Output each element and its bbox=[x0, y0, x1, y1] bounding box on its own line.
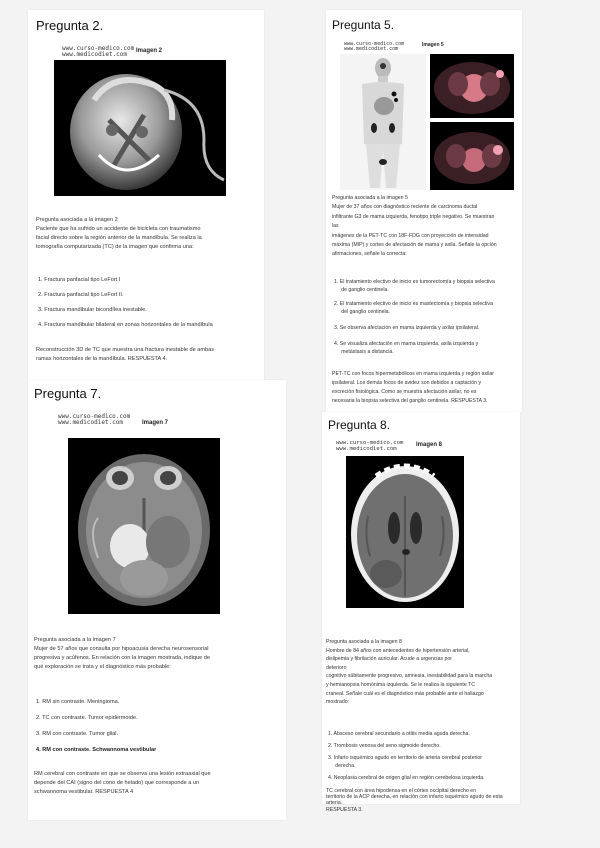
page-title: Pregunta 2. bbox=[36, 18, 104, 33]
page-title: Pregunta 5. bbox=[332, 18, 395, 32]
image-label: Imagen 2 bbox=[136, 48, 163, 54]
option-1[interactable]: 1. Fractura panfacial tipo LeFort I bbox=[38, 277, 121, 283]
option-4-cont: metástasis a distancia. bbox=[334, 349, 394, 355]
watermark: www.curso-medico.com www.medicodiet.com bbox=[58, 413, 131, 426]
question-text: Pregunta asociada a la imagen 8 Hombre de 84 años con antecedentes de hipertensión arterial, dislipemia y fibrilación auricular. Acude a urgencias por deterioro cognitivo súbitamente progresivo, amnesia, inestabilidad para la marcha y hemianopsia homónima izquierda. Se le realiza la siguiente TC craneal. Señale cuál es el diagnóstico más probable ante el hallazgo mostrado: bbox=[326, 639, 493, 706]
option-1[interactable]: 1. RM sin contraste. Meningioma. bbox=[36, 699, 120, 705]
option-3[interactable]: 3. Fractura mandibular bicondílea inestable. bbox=[38, 307, 147, 313]
question-text: Pregunta asociada a la imagen 2 Paciente que ha sufrido un accidente de bicicleta con traumatismo facial directo sobre la región anterior de la mandíbula. Se realiza la tomografía computarizada (TC) de la imagen que confirma una: bbox=[36, 217, 202, 250]
option-4[interactable]: 4. Se visualiza afectación en mama izquierda, axila izquierda y bbox=[334, 341, 479, 347]
image-label: Imagen 7 bbox=[142, 420, 169, 426]
question-text: Pregunta asociada a la imagen 5 Mujer de 37 años con diagnóstico reciente de carcinoma ductal infiltrante G3 de mama izquierda, fenotipo triple negativo. Se muestran las imágenes de la PET-TC con 18F-FDG con proyección de intensidad máxima (MIP) y cortes de afectación de mama y axila. Señale la opción afirmaciones, señale la correcta: bbox=[332, 195, 497, 258]
question-8-card bbox=[322, 412, 520, 813]
option-1[interactable]: 1. Absceso cerebral secundario a otitis media aguda derecha. bbox=[328, 731, 470, 737]
pet-ct-axial-image-1 bbox=[430, 54, 514, 118]
option-1[interactable]: 1. El tratamiento electivo de inicio es tumorectomía y biopsia selectiva bbox=[334, 279, 495, 285]
ct-brain-image bbox=[346, 456, 464, 608]
question-7-card bbox=[28, 380, 286, 820]
option-2-cont: del ganglio centinela. bbox=[334, 309, 390, 315]
question-2-card bbox=[28, 10, 264, 380]
option-2[interactable]: 2. Trombosis venosa del seno sigmoide derecho. bbox=[328, 743, 441, 749]
answer-explanation: RM cerebral con contraste en que se observa una lesión extraaxial que depende del CAI (signo del cono de helado) que corresponde a un schwannoma vestibular. RESPUESTA 4 bbox=[34, 771, 211, 795]
ct-3d-skull-image bbox=[54, 60, 226, 196]
watermark: www.curso-medico.com www.medicodiet.com bbox=[336, 440, 404, 452]
watermark: www.curso-medico.com www.medicodiet.com bbox=[62, 45, 135, 58]
answer-explanation: Reconstrucción 3D de TC que muestra una fractura inestable de ambas ramas horizontales de la mandíbula. RESPUESTA 4. bbox=[36, 347, 215, 362]
option-4[interactable]: 4. Fractura mandibular bilateral en zonas horizontales de la mandíbula bbox=[38, 322, 213, 328]
option-3[interactable]: 3. Se observa afectación en mama izquierda y axilar ipsilateral. bbox=[334, 325, 480, 331]
question-5-card bbox=[326, 10, 522, 412]
page-title: Pregunta 8. bbox=[328, 418, 391, 432]
option-1-cont: de ganglio centinela. bbox=[334, 287, 389, 293]
option-4[interactable]: 4. RM con contraste. Schwannoma vestibular bbox=[36, 747, 157, 753]
answer-explanation: PET-TC con focos hipermetabólicos en mama izquierda y región axilar ipsilateral. Los demás focos de avidez son debidos a captación y excreción fisiológica. Como se muestra afectación axilar, no es necesaria la biopsia selectiva del ganglio centinela. RESPUESTA 3. bbox=[332, 371, 495, 404]
pet-mip-image bbox=[340, 54, 426, 190]
option-3-cont: derecha. bbox=[328, 763, 356, 769]
option-2[interactable]: 2. El tratamiento electivo de inicio es mastectomía y biopsia selectiva bbox=[334, 301, 493, 307]
answer-explanation: TC cerebral con área hipodensa en el córtex occipital derecho en territorio de la ACP derecha, en relación con infarto isquémico agudo de esta arteria. RESPUESTA 3. bbox=[326, 788, 503, 813]
option-3[interactable]: 3. RM con contraste. Tumor glial. bbox=[36, 731, 119, 737]
question-text: Pregunta asociada a la imagen 7 Mujer de 57 años que consulta por hipoacusia derecha neurosensorial progresiva y acúfenos. En relación con la imagen mostrada, indique de qué exploración se trata y el diagnóstico más probable: bbox=[34, 637, 210, 670]
pet-ct-axial-image-2 bbox=[430, 122, 514, 190]
option-2[interactable]: 2. TC con contraste. Tumor epidermoide. bbox=[36, 715, 138, 721]
page-title: Pregunta 7. bbox=[34, 386, 102, 401]
watermark: www.curso-medico.com www.medicodiet.com bbox=[344, 41, 405, 52]
option-2[interactable]: 2. Fractura panfacial tipo LeFort II. bbox=[38, 292, 124, 298]
image-label: Imagen 5 bbox=[422, 42, 444, 48]
option-4[interactable]: 4. Neoplasia cerebral de origen glial en región cerebelosa izquierda. bbox=[328, 775, 485, 781]
option-3[interactable]: 3. Infarto isquémico agudo en territorio de arteria cerebral posterior bbox=[328, 755, 482, 761]
mri-brain-image bbox=[68, 438, 220, 614]
image-label: Imagen 8 bbox=[416, 442, 443, 448]
